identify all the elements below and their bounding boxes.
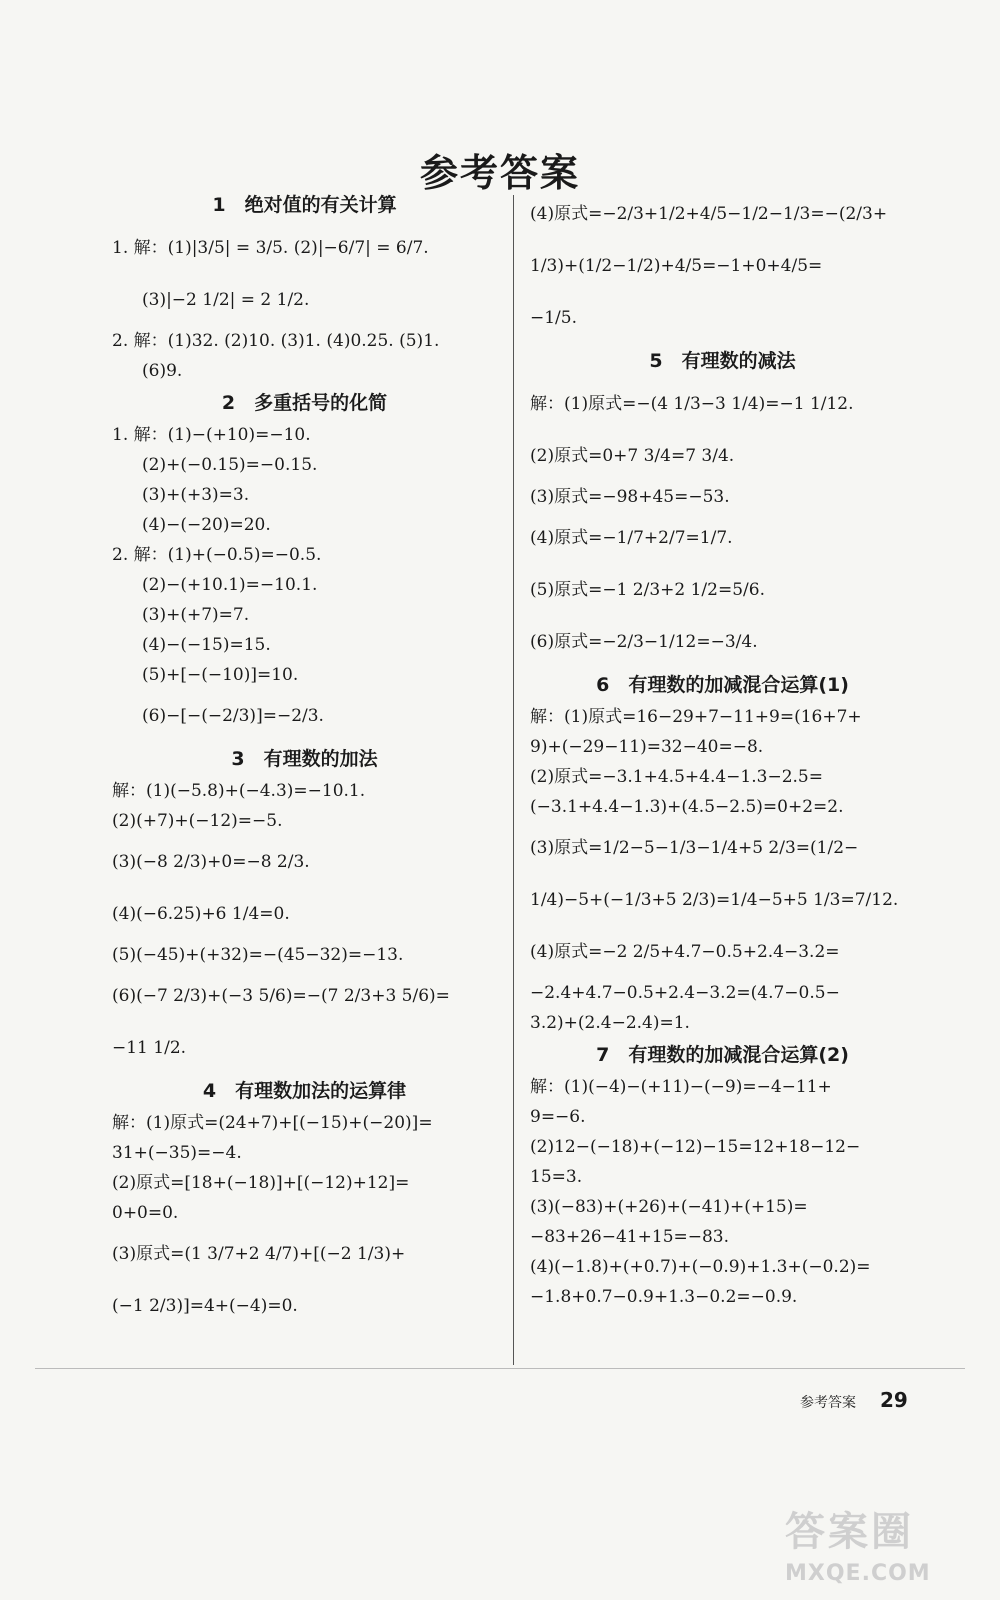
answer-line: 2. 解：(1)+(−0.5)=−0.5. (112, 545, 322, 565)
section-heading: 1 绝对值的有关计算 (212, 194, 397, 216)
answer-line: 1. 解：(1)−(+10)=−10. (112, 425, 311, 445)
answer-line: (−1 2/3)]=4+(−4)=0. (112, 1296, 298, 1316)
answer-line: 3.2)+(2.4−2.4)=1. (530, 1013, 690, 1033)
section-heading: 2 多重括号的化简 (221, 392, 388, 414)
answer-line: 9=−6. (530, 1107, 586, 1127)
answer-line: 9)+(−29−11)=32−40=−8. (530, 737, 764, 757)
answer-line: (4)−(−15)=15. (142, 635, 271, 655)
watermark-text: 答案圈 (785, 1509, 914, 1555)
watermark-url: MXQE.COM (785, 1561, 931, 1586)
answer-line: (−3.1+4.4−1.3)+(4.5−2.5)=0+2=2. (530, 797, 844, 817)
answer-line: 1. 解：(1)|3/5| = 3/5. (2)|−6/7| = 6/7. (112, 238, 429, 258)
answer-line: (2)12−(−18)+(−12)−15=12+18−12− (530, 1137, 861, 1157)
answer-line: 15=3. (530, 1167, 583, 1187)
answer-line: (4)(−6.25)+6 1/4=0. (112, 904, 290, 924)
answer-line: (2)(+7)+(−12)=−5. (112, 811, 283, 831)
answer-line: 0+0=0. (112, 1203, 179, 1223)
answer-line: (6)9. (142, 361, 183, 381)
answer-line: (3)+(+7)=7. (142, 605, 250, 625)
answer-line: 解：(1)原式=16−29+7−11+9=(16+7+ (530, 707, 862, 727)
answer-line: −83+26−41+15=−83. (530, 1227, 730, 1247)
answer-line: 2. 解：(1)32. (2)10. (3)1. (4)0.25. (5)1. (112, 331, 440, 351)
section-heading: 3 有理数的加法 (231, 748, 378, 770)
section-heading: 5 有理数的减法 (649, 350, 796, 372)
footer-label: 参考答案 (800, 1395, 856, 1411)
answer-line: (3)(−8 2/3)+0=−8 2/3. (112, 852, 310, 872)
answer-line: 解：(1)原式=−(4 1/3−3 1/4)=−1 1/12. (530, 394, 854, 414)
section-heading: 7 有理数的加减混合运算(2) (596, 1044, 849, 1066)
page-title: 参考答案 (419, 151, 580, 195)
answer-line: (3)|−2 1/2| = 2 1/2. (142, 290, 310, 310)
answer-line: (5)+[−(−10)]=10. (142, 665, 299, 685)
answer-line: −2.4+4.7−0.5+2.4−3.2=(4.7−0.5− (530, 983, 840, 1003)
left-column (112, 188, 497, 1332)
answer-line: (4)(−1.8)+(+0.7)+(−0.9)+1.3+(−0.2)= (530, 1257, 871, 1277)
answer-line: 31+(−35)=−4. (112, 1143, 242, 1163)
answer-line: −1.8+0.7−0.9+1.3−0.2=−0.9. (530, 1287, 798, 1307)
answer-line: (6)(−7 2/3)+(−3 5/6)=−(7 2/3+3 5/6)= (112, 986, 450, 1006)
answer-line: 解：(1)原式=(24+7)+[(−15)+(−20)]= (112, 1113, 433, 1133)
answer-line: (2)原式=0+7 3/4=7 3/4. (530, 446, 735, 466)
answer-line: (4)−(−20)=20. (142, 515, 271, 535)
answer-line: (3)+(+3)=3. (142, 485, 250, 505)
footer-rule (35, 1368, 965, 1369)
answer-line: (2)−(+10.1)=−10.1. (142, 575, 318, 595)
answer-line: 解：(1)(−4)−(+11)−(−9)=−4−11+ (530, 1077, 832, 1097)
answer-line: 1/3)+(1/2−1/2)+4/5=−1+0+4/5= (530, 256, 823, 276)
column-divider (513, 195, 514, 1365)
answer-line: (2)原式=[18+(−18)]+[(−12)+12]= (112, 1173, 410, 1193)
answer-line: 1/4)−5+(−1/3+5 2/3)=1/4−5+5 1/3=7/12. (530, 890, 899, 910)
answer-line: (6)原式=−2/3−1/12=−3/4. (530, 632, 758, 652)
answer-line: (2)原式=−3.1+4.5+4.4−1.3−2.5= (530, 767, 823, 787)
answer-line: (3)(−83)+(+26)+(−41)+(+15)= (530, 1197, 808, 1217)
page-number: 29 (880, 1388, 908, 1412)
answer-line: (3)原式=1/2−5−1/3−1/4+5 2/3=(1/2− (530, 838, 859, 858)
answer-line: (4)原式=−1/7+2/7=1/7. (530, 528, 733, 548)
answer-line: −1/5. (530, 308, 578, 328)
answer-line: (4)原式=−2 2/5+4.7−0.5+2.4−3.2= (530, 942, 840, 962)
answer-line: (3)原式=(1 3/7+2 4/7)+[(−2 1/3)+ (112, 1244, 406, 1264)
answer-line: (6)−[−(−2/3)]=−2/3. (142, 706, 324, 726)
answer-line: 解：(1)(−5.8)+(−4.3)=−10.1. (112, 781, 366, 801)
answer-line: (5)原式=−1 2/3+2 1/2=5/6. (530, 580, 765, 600)
right-column (530, 188, 915, 1312)
section-heading: 6 有理数的加减混合运算(1) (596, 674, 849, 696)
section-heading: 4 有理数加法的运算律 (202, 1080, 407, 1102)
answer-line: (4)原式=−2/3+1/2+4/5−1/2−1/3=−(2/3+ (530, 204, 888, 224)
answer-line: (3)原式=−98+45=−53. (530, 487, 730, 507)
answer-line: (2)+(−0.15)=−0.15. (142, 455, 318, 475)
watermark-logo (785, 1500, 975, 1590)
answer-line: −11 1/2. (112, 1038, 187, 1058)
answer-line: (5)(−45)+(+32)=−(45−32)=−13. (112, 945, 404, 965)
